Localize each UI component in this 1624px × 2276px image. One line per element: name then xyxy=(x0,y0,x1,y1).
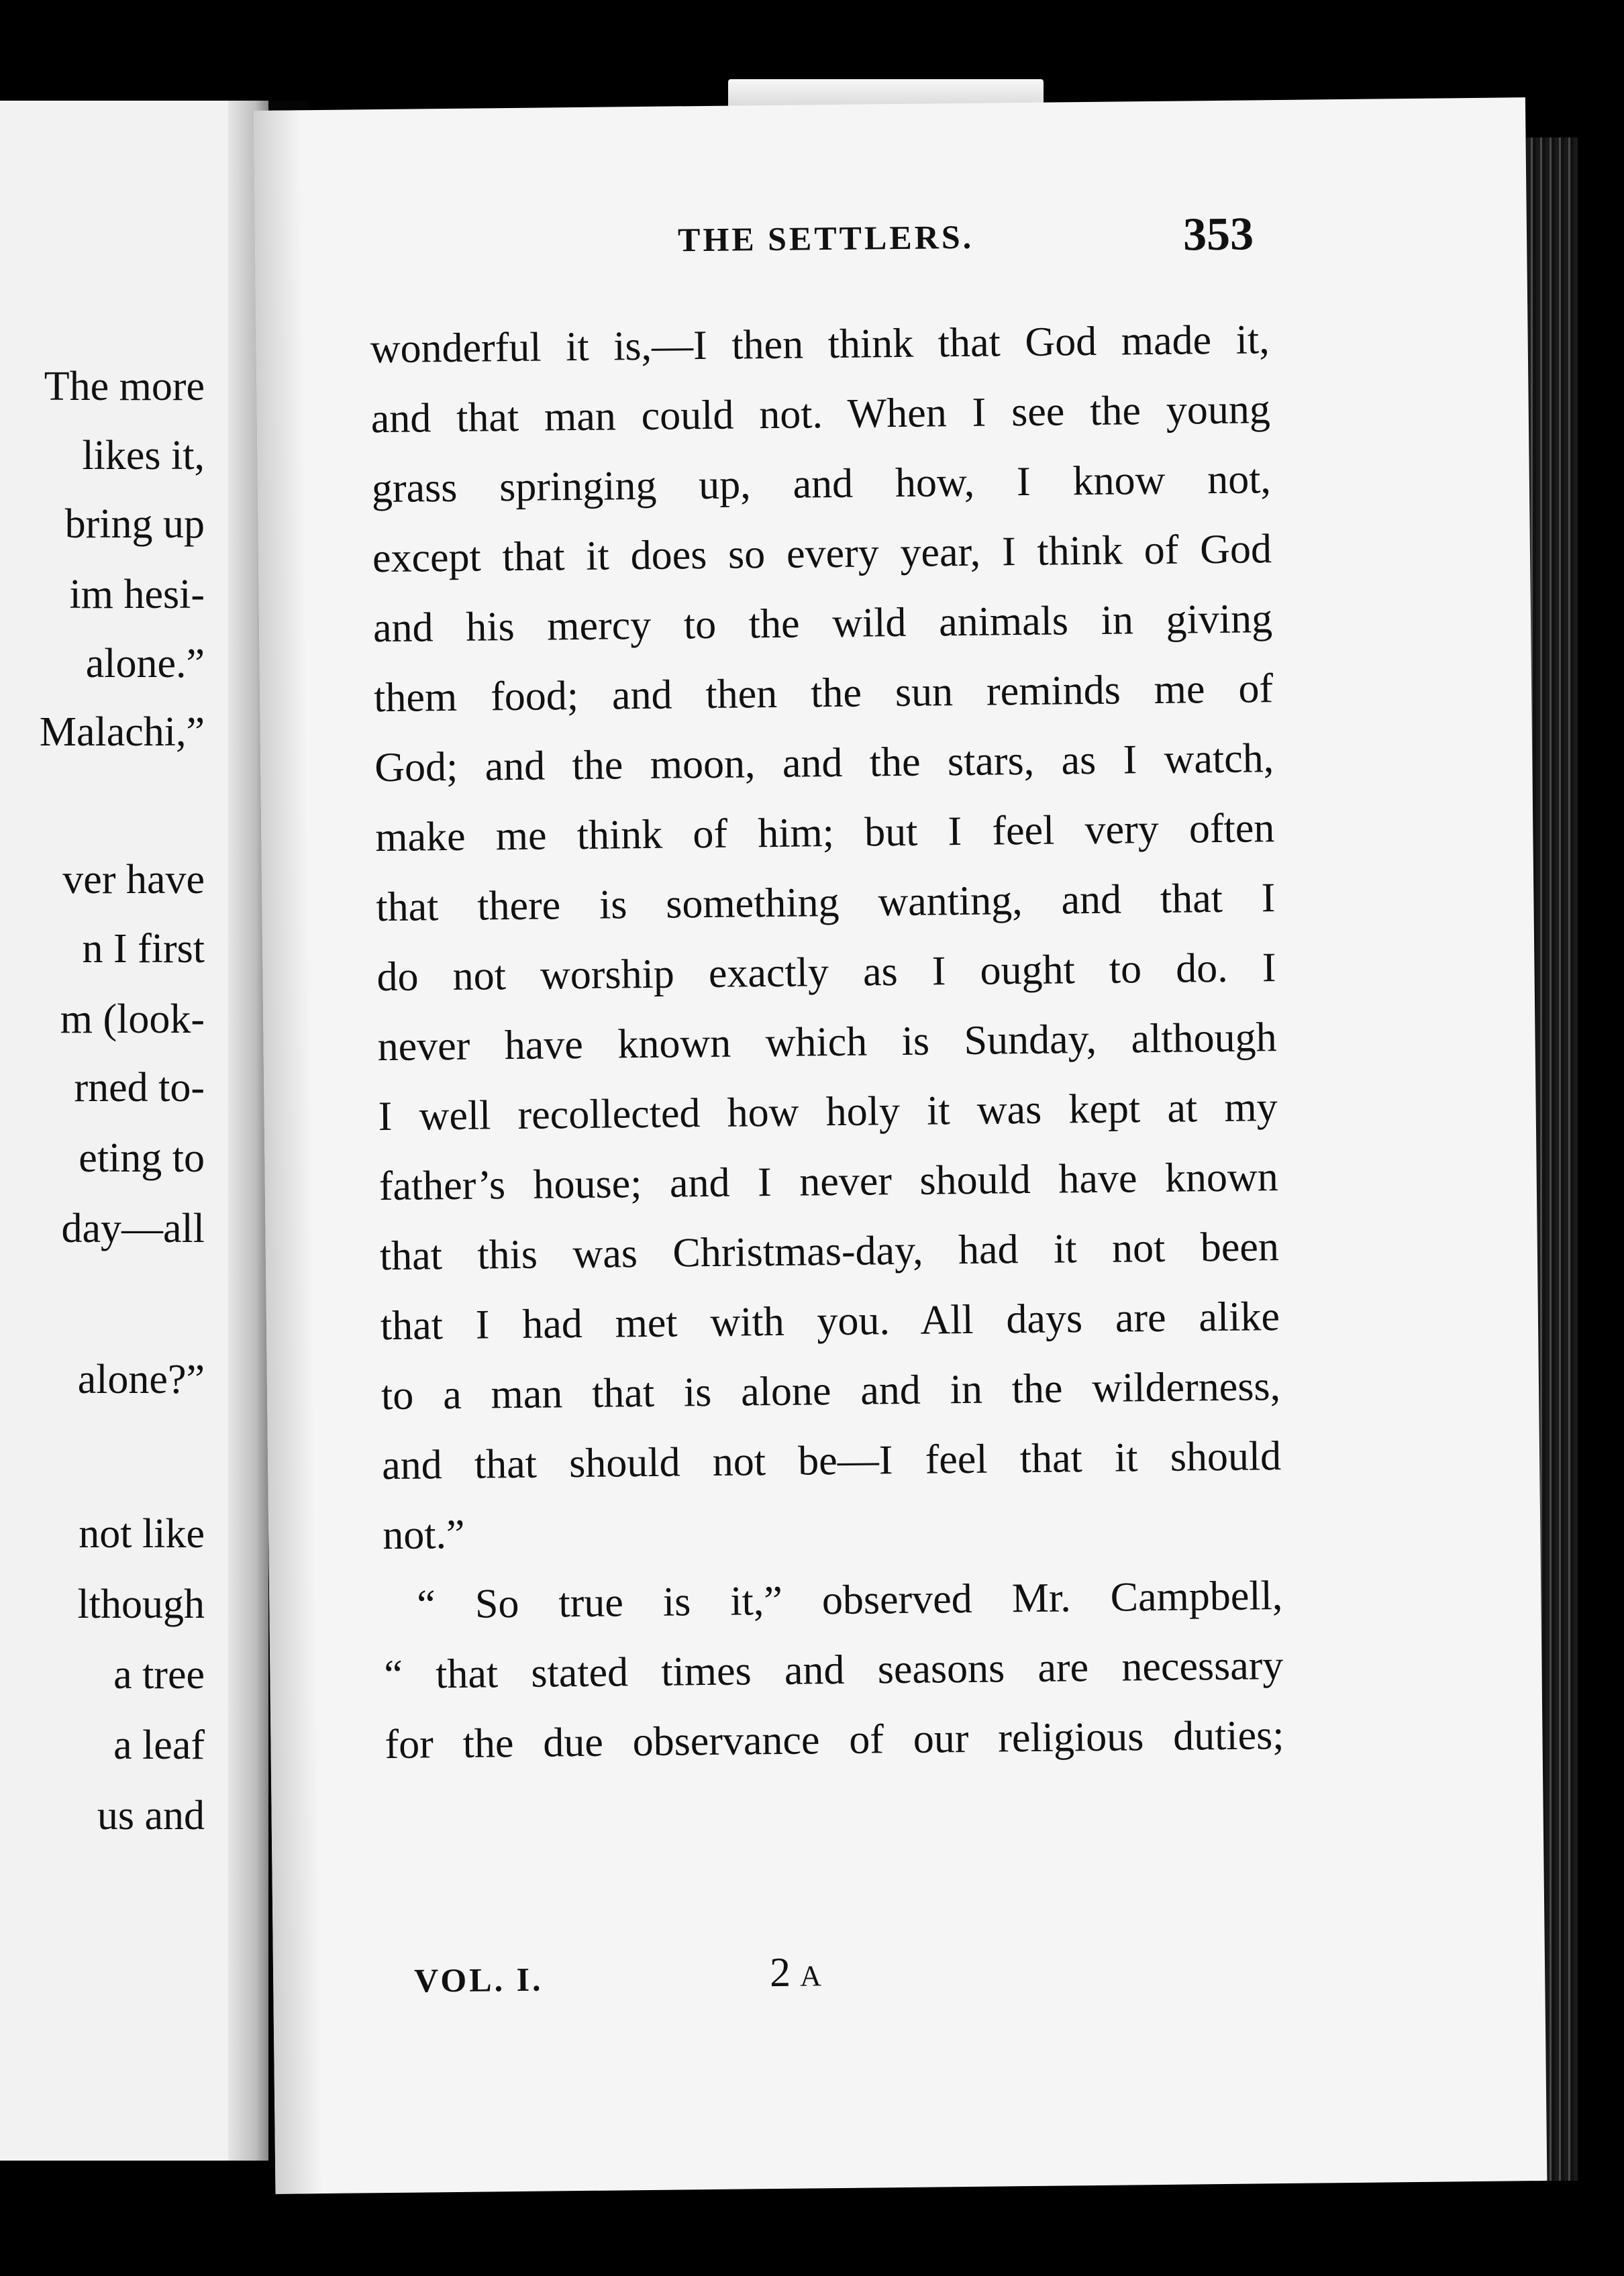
left-page-line: m (look- xyxy=(60,996,205,1042)
text-line: for the due observance of our religious duties; xyxy=(385,1712,1284,1768)
text-line: and that man could not. When I see the young xyxy=(370,386,1271,442)
left-page-line: eting to xyxy=(79,1135,205,1181)
text-line: do not worship exactly as I ought to do. I xyxy=(376,945,1276,1000)
left-page-line: alone?” xyxy=(77,1357,205,1402)
left-page-line: day—all xyxy=(61,1206,205,1251)
text-line: I well recollected how holy it was kept at my xyxy=(378,1084,1278,1140)
text-line: that there is something wanting, and that I xyxy=(376,875,1276,931)
left-page-line: a tree xyxy=(113,1652,205,1698)
left-page-line: lthough xyxy=(77,1582,205,1627)
text-line: and his mercy to the wild animals in giving xyxy=(372,596,1273,652)
left-page-line: alone.” xyxy=(85,641,205,686)
left-page-line: ver have xyxy=(62,857,205,902)
text-line: that this was Christmas-day, had it not been xyxy=(379,1224,1280,1280)
text-line: “ So true is it,” observed Mr. Campbell, xyxy=(416,1573,1283,1628)
text-line: except that it does so every year, I think of God xyxy=(372,526,1272,582)
text-line: that I had met with you. All days are alike xyxy=(380,1294,1280,1349)
left-page-line: likes it, xyxy=(82,433,205,478)
text-line: and that should not be—I feel that it should xyxy=(381,1433,1282,1489)
text-line: them food; and then the sun reminds me of xyxy=(373,666,1274,721)
left-page-line: Malachi,” xyxy=(39,709,205,755)
text-line: grass springing up, and how, I know not, xyxy=(371,456,1272,512)
text-line: God; and the moon, and the stars, as I watch, xyxy=(374,735,1274,791)
gathering-number: 2 xyxy=(769,1949,791,1996)
left-page-line: The more xyxy=(44,364,205,409)
left-page-line: rned to- xyxy=(74,1065,205,1110)
text-line: to a man that is alone and in the wilderness, xyxy=(380,1363,1281,1419)
text-line: never have known which is Sunday, although xyxy=(377,1015,1277,1070)
left-page-line: n I first xyxy=(82,926,205,972)
left-page-line: im hesi- xyxy=(69,572,205,617)
text-line: not.” xyxy=(382,1511,465,1559)
signature-mark: VOL. I. xyxy=(413,1960,544,2000)
gathering-letter: A xyxy=(799,1959,822,1993)
gathering-mark xyxy=(770,1949,822,1997)
left-page-line: us and xyxy=(97,1793,205,1839)
page-number: 353 xyxy=(1182,208,1254,261)
text-line: “ that stated times and seasons are necessary xyxy=(384,1643,1284,1698)
text-line: make me think of him; but I feel very often xyxy=(374,805,1275,861)
left-page-line: not like xyxy=(79,1511,205,1557)
left-page-line: a leaf xyxy=(113,1722,205,1768)
text-line: father’s house; and I never should have known xyxy=(378,1154,1279,1210)
body-text xyxy=(370,305,1284,1779)
running-title: THE SETTLERS. xyxy=(677,217,974,259)
text-line: wonderful it is,—I then think that God made it, xyxy=(370,317,1270,372)
left-page-line: bring up xyxy=(64,501,205,547)
right-page xyxy=(254,97,1547,2194)
